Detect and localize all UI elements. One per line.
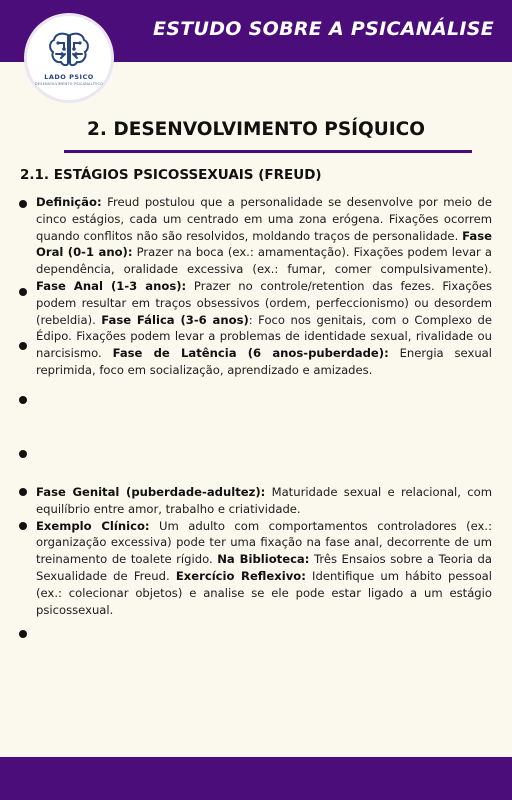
- logo: [27, 16, 111, 100]
- bullet: [19, 200, 27, 208]
- paragraph-genital: [36, 484, 492, 618]
- label-fase-genital-age: (puberdade-adultez):: [119, 485, 266, 499]
- label-exemplo-clinico: Exemplo Clínico:: [36, 518, 150, 533]
- text-fase-falica: : Foco nos genitais, com o Complexo de Édipo. Fixações podem levar a problemas de identidade sexual, rivalidade ou narcisismo.: [36, 312, 492, 361]
- paragraph-stages: [36, 194, 492, 379]
- footer-bar: [0, 757, 512, 800]
- text-exercicio-reflexivo: Identifique um hábito pessoal (ex.: colecionar objetos) e analise se ele pode estar ligado a um estágio psicossexual.: [36, 568, 493, 617]
- bullet: [19, 288, 27, 296]
- text-fase-genital: Maturidade sexual e relacional, com equilíbrio entre amor, trabalho e criatividade.: [36, 485, 492, 516]
- label-fase-oral: Fase Oral (0-1 ano):: [36, 228, 492, 260]
- text-fase-oral: Prazer na boca (ex.: amamentação). Fixações podem levar a dependência, oralidade excessiva (ex.: fumar, comer compulsivamente).: [36, 245, 493, 277]
- bullet: [19, 450, 27, 458]
- section-title: 2.1. ESTÁGIOS PSICOSSEXUAIS (FREUD): [20, 167, 322, 183]
- label-na-biblioteca: Na Biblioteca:: [217, 552, 310, 567]
- bullet: [19, 630, 27, 638]
- brain-icon: [47, 30, 91, 70]
- title-rule: [64, 150, 472, 153]
- text-na-biblioteca: Três Ensaios sobre a Teoria da Sexualidade de Freud.: [36, 552, 493, 583]
- label-fase-genital: Fase Genital: [36, 485, 120, 499]
- page-title: 2. DESENVOLVIMENTO PSÍQUICO: [87, 119, 425, 140]
- logo-name: LADO PSICO: [44, 73, 94, 81]
- bullet: [19, 522, 27, 530]
- label-fase-latencia: Fase de Latência (6 anos-puberdade):: [112, 346, 389, 361]
- header-title: ESTUDO SOBRE A PSICANÁLISE: [152, 18, 494, 40]
- bullet: [19, 396, 27, 404]
- text-exemplo-clinico: Um adulto com comportamentos controladores (ex.: organização excessiva) pode ter uma fixação na fase anal, decorrente de um treinamento de toalete rígido.: [36, 518, 492, 567]
- bullet: [19, 342, 27, 350]
- label-fase-falica: Fase Fálica (3-6 anos): [101, 312, 249, 327]
- bullet: [19, 488, 27, 496]
- text-fase-anal: Prazer no controle/retention das fezes. Fixações podem resultar em traços obsessivos (ordem, perfeccionismo) ou desordem (rebeldia).: [36, 278, 492, 327]
- logo-tagline: DESENVOLVIMENTO PSICANALÍTICO: [34, 82, 104, 86]
- text-definicao: Freud postulou que a personalidade se desenvolve por meio de cinco estágios, cada um centrado em uma zona erógena. Fixações ocorrem quando conflitos não são resolvidos, moldando traços de personalidade.: [36, 195, 492, 243]
- label-definicao: Definição:: [36, 195, 102, 209]
- label-exercicio-reflexivo: Exercício Reflexivo:: [175, 568, 306, 583]
- text-fase-latencia: Energia sexual reprimida, foco em socialização, aprendizado e amizades.: [36, 346, 493, 377]
- label-fase-anal: Fase Anal (1-3 anos):: [36, 278, 187, 293]
